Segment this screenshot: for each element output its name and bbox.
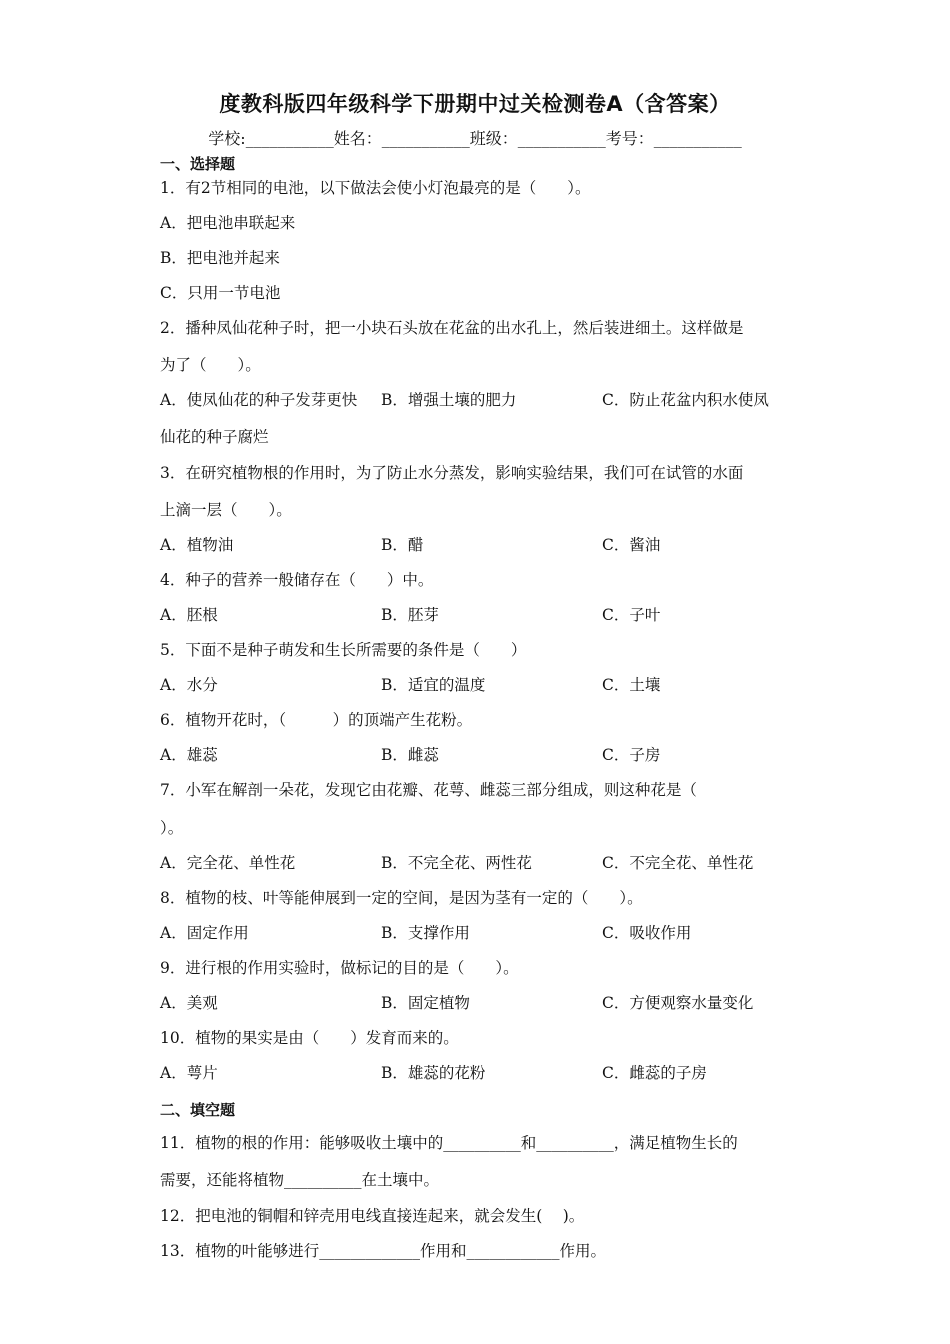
option-1a: A．把电池串联起来: [160, 214, 296, 232]
option-5c: C．土壤: [602, 676, 661, 694]
option-3c: C．酱油: [602, 536, 661, 554]
option-4a: A．胚根: [160, 606, 218, 624]
option-2c: C．防止花盆内积水使凤: [602, 391, 769, 409]
option-1c: C．只用一节电池: [160, 284, 281, 302]
question-8: 8．植物的枝、叶等能伸展到一定的空间，是因为茎有一定的（ ）。: [160, 889, 643, 907]
option-9b: B．固定植物: [381, 994, 470, 1012]
options-row-6: [160, 745, 800, 765]
question-3-line2: 上滴一层（ ）。: [160, 501, 292, 519]
option-10c: C．雌蕊的子房: [602, 1064, 707, 1082]
option-8a: A．固定作用: [160, 924, 249, 942]
options-row-9: [160, 993, 800, 1013]
option-3b: B．醋: [381, 536, 424, 554]
question-5: 5．下面不是种子萌发和生长所需要的条件是（ ）: [160, 641, 527, 659]
option-2c-continued: 仙花的种子腐烂: [160, 428, 269, 446]
option-10a: A．萼片: [160, 1064, 218, 1082]
options-row-8: [160, 923, 800, 943]
question-4: 4．种子的营养一般储存在（ ）中。: [160, 571, 434, 589]
options-row-4: [160, 605, 800, 625]
options-row-7: [160, 853, 800, 873]
option-9c: C．方便观察水量变化: [602, 994, 754, 1012]
document-title: 度教科版四年级科学下册期中过关检测卷A（含答案）: [219, 92, 731, 116]
option-10b: B．雄蕊的花粉: [381, 1064, 486, 1082]
question-7: 7．小军在解剖一朵花，发现它由花瓣、花萼、雌蕊三部分组成，则这种花是（: [160, 781, 697, 799]
question-1: 1．有2节相同的电池，以下做法会使小灯泡最亮的是（ ）。: [160, 179, 591, 197]
section-heading-choice: 一、选择题: [160, 155, 236, 173]
option-1b: B．把电池并起来: [160, 249, 280, 267]
question-10: 10．植物的果实是由（ ）发育而来的。: [160, 1029, 459, 1047]
student-info-line: 学校:___________姓名：___________班级：___________考号：___________: [208, 129, 742, 148]
question-12: 12．把电池的铜帽和锌壳用电线直接连起来，就会发生( )。: [160, 1207, 585, 1225]
option-9a: A．美观: [160, 994, 218, 1012]
options-row-3: [160, 535, 800, 555]
question-2: 2．播种凤仙花种子时，把一小块石头放在花盆的出水孔上，然后装进细土。这样做是: [160, 319, 744, 337]
option-4b: B．胚芽: [381, 606, 439, 624]
option-3a: A．植物油: [160, 536, 234, 554]
question-11: 11．植物的根的作用：能够吸收土壤中的__________和__________，满足植物生长的: [160, 1134, 738, 1152]
option-8c: C．吸收作用: [602, 924, 692, 942]
option-2b: B．增强土壤的肥力: [381, 391, 517, 409]
section-heading-fill: 二、填空题: [160, 1101, 236, 1119]
option-5a: A．水分: [160, 676, 218, 694]
option-8b: B．支撑作用: [381, 924, 470, 942]
options-row-10: [160, 1063, 800, 1083]
question-6: 6．植物开花时，（ ）的顶端产生花粉。: [160, 711, 473, 729]
option-4c: C．子叶: [602, 606, 661, 624]
question-11-line2: 需要，还能将植物__________在土壤中。: [160, 1171, 440, 1189]
option-5b: B．适宜的温度: [381, 676, 486, 694]
options-row-5: [160, 675, 800, 695]
option-7c: C．不完全花、单性花: [602, 854, 754, 872]
option-2a: A．使凤仙花的种子发芽更快: [160, 391, 358, 409]
options-row-2: [160, 390, 800, 410]
question-13: 13．植物的叶能够进行_____________作用和____________作用。: [160, 1242, 606, 1260]
question-3: 3．在研究植物根的作用时，为了防止水分蒸发，影响实验结果，我们可在试管的水面: [160, 464, 744, 482]
question-9: 9．进行根的作用实验时，做标记的目的是（ ）。: [160, 959, 519, 977]
option-6a: A．雄蕊: [160, 746, 218, 764]
question-7-line2: ）。: [160, 819, 184, 837]
option-7b: B．不完全花、两性花: [381, 854, 532, 872]
question-2-line2: 为了（ ）。: [160, 356, 261, 374]
option-6c: C．子房: [602, 746, 661, 764]
option-7a: A．完全花、单性花: [160, 854, 296, 872]
option-6b: B．雌蕊: [381, 746, 439, 764]
